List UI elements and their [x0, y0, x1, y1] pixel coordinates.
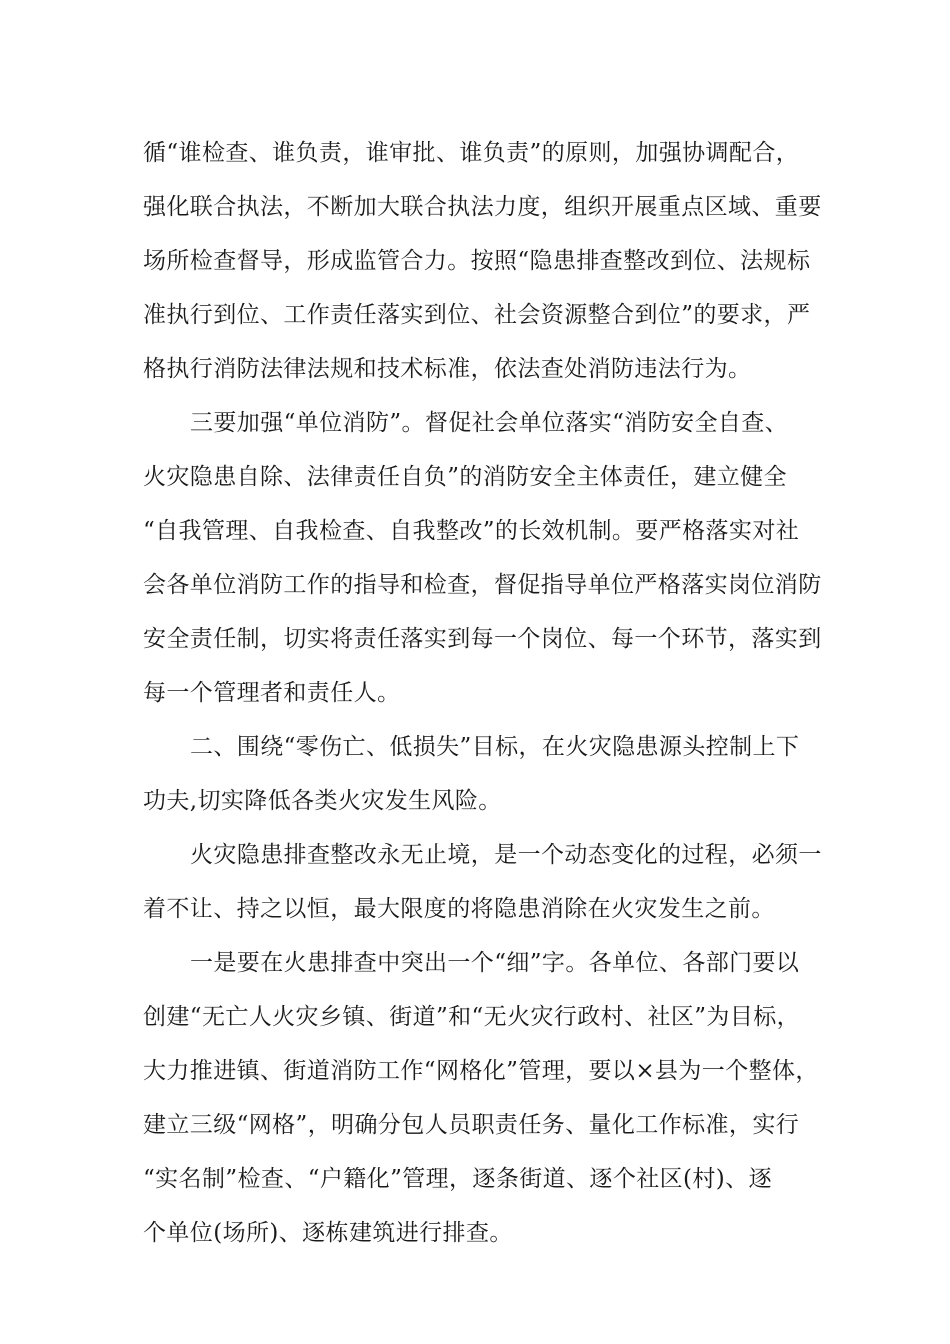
text-line: 会各单位消防工作的指导和检查，督促指导单位严格落实岗位消防: [143, 572, 822, 598]
text-line: 格执行消防法律法规和技术标准，依法查处消防违法行为。: [143, 356, 752, 382]
text-line: “实名制”检查、“户籍化”管理，逐条街道、逐个社区(村)、逐: [143, 1166, 772, 1192]
text-line: 个单位(场所)、逐栋建筑进行排查。: [143, 1220, 513, 1246]
text-line: “自我管理、自我检查、自我整改”的长效机制。要严格落实对社: [143, 518, 800, 544]
text-line: 建立三级“网格”，明确分包人员职责任务、量化工作标准，实行: [143, 1112, 800, 1138]
paragraph-first-line: 一是要在火患排查中突出一个“细”字。各单位、各部门要以: [190, 950, 800, 976]
section-heading-line: 二、围绕“零伤亡、低损失”目标，在火灾隐患源头控制上下: [190, 734, 800, 760]
text-line: 安全责任制，切实将责任落实到每一个岗位、每一个环节，落实到: [143, 626, 822, 652]
document-body: [143, 126, 822, 1260]
section-heading-line: 功夫,切实降低各类火灾发生风险。: [143, 788, 502, 814]
text-line: 每一个管理者和责任人。: [143, 680, 401, 706]
text-line: 火灾隐患自除、法律责任自负”的消防安全主体责任，建立健全: [143, 464, 787, 490]
text-line: 创建“无亡人火灾乡镇、街道”和“无火灾行政村、社区”为目标，: [143, 1004, 801, 1030]
text-line: 循“谁检查、谁负责，谁审批、谁负责”的原则，加强协调配合，: [143, 140, 800, 166]
paragraph-first-line: 火灾隐患排查整改永无止境，是一个动态变化的过程，必须一: [190, 842, 822, 868]
text-line: 场所检查督导，形成监管合力。按照“隐患排查整改到位、法规标: [143, 248, 811, 274]
text-line: 强化联合执法，不断加大联合执法力度，组织开展重点区域、重要: [143, 194, 822, 220]
text-line: 准执行到位、工作责任落实到位、社会资源整合到位”的要求，严: [143, 302, 811, 328]
text-line: 着不让、持之以恒，最大限度的将隐患消除在火灾发生之前。: [143, 896, 775, 922]
paragraph-first-line: 三要加强“单位消防”。督促社会单位落实“消防安全自查、: [190, 410, 789, 436]
text-line: 大力推进镇、街道消防工作“网格化”管理，要以×县为一个整体，: [143, 1058, 819, 1084]
